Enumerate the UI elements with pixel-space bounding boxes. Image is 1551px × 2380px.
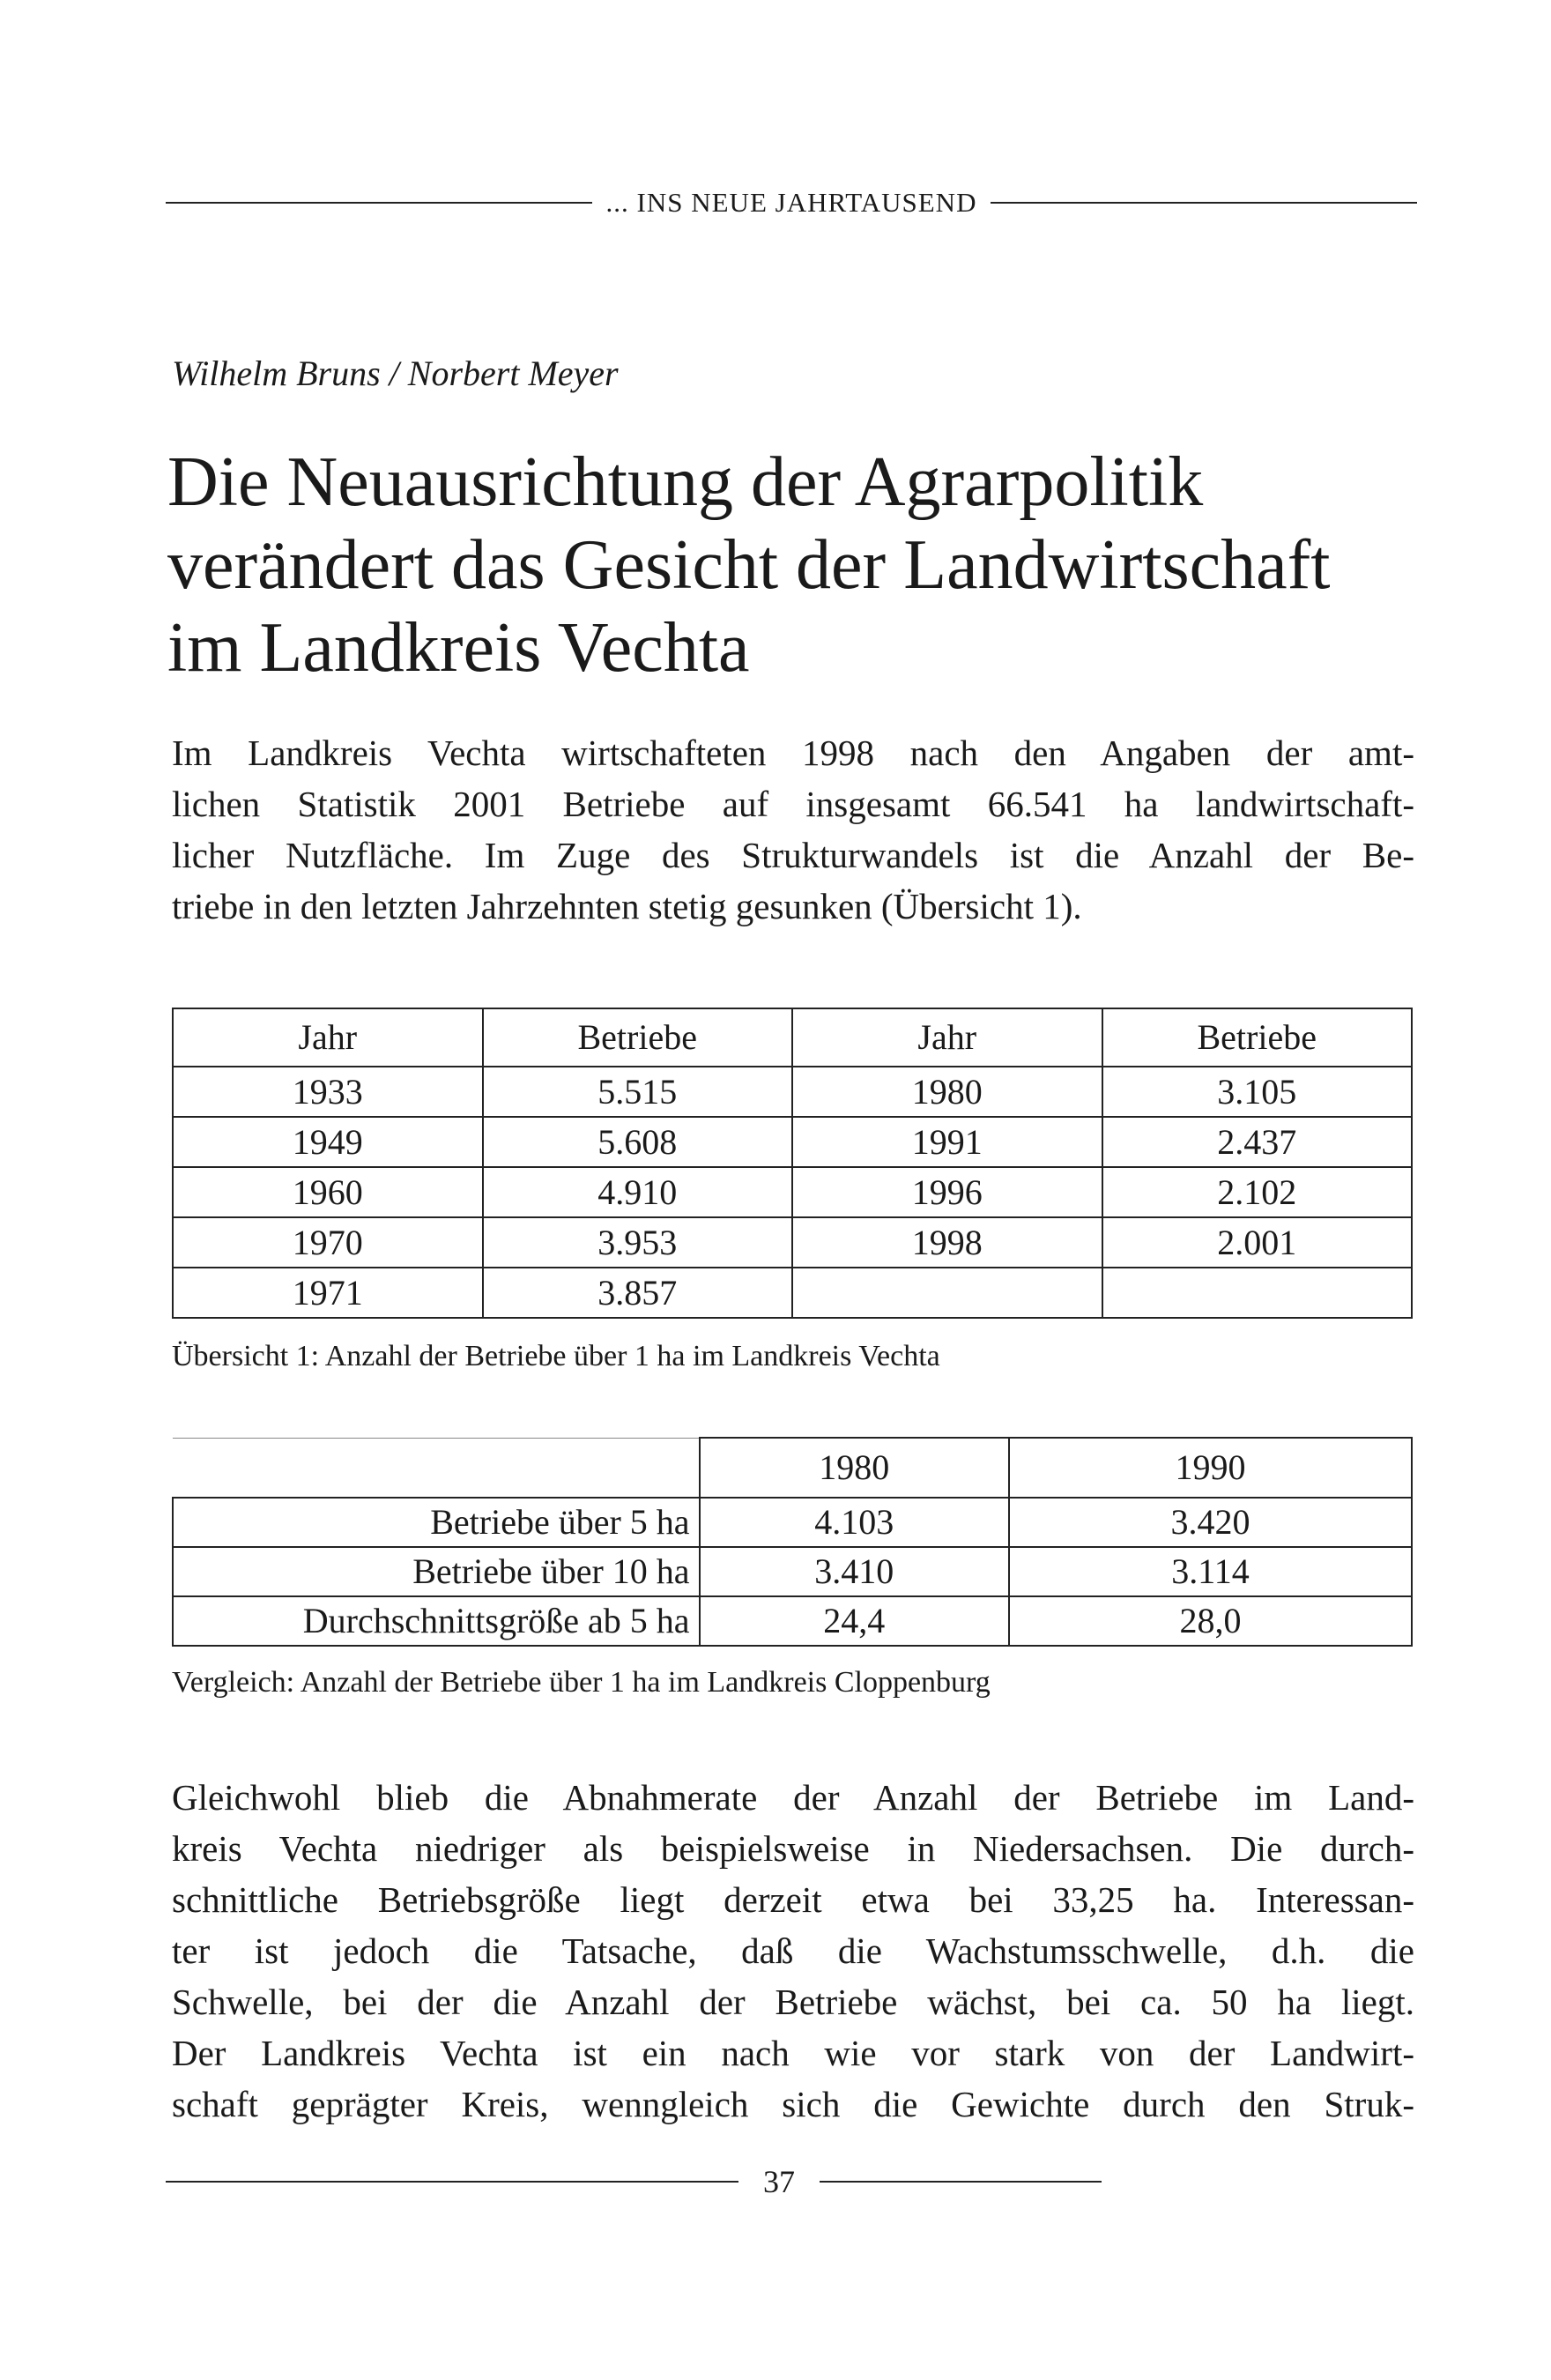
table-cell: 5.515 [483, 1067, 793, 1117]
table-row [173, 1067, 1412, 1117]
table-cell: 4.103 [700, 1498, 1010, 1547]
table-row [173, 1498, 1412, 1547]
table-cell: 1970 [173, 1217, 483, 1268]
title-line: im Landkreis Vechta [167, 609, 750, 687]
table-cell: 2.001 [1102, 1217, 1413, 1268]
footer-rule-left [166, 2181, 738, 2183]
text-line: schaft geprägter Kreis, wenngleich sich die Gewichte durch den Struk- [172, 2084, 1414, 2124]
table-row [173, 1167, 1412, 1217]
page-footer [166, 2160, 1126, 2204]
table-cell: 5.608 [483, 1117, 793, 1167]
table-cell: 1960 [173, 1167, 483, 1217]
table-cell: 3.105 [1102, 1067, 1413, 1117]
table-row [173, 1117, 1412, 1167]
text-line: Schwelle, bei der die Anzahl der Betriebe wächst, bei ca. 50 ha liegt. [172, 1982, 1414, 2022]
text-line: lichen Statistik 2001 Betriebe auf insgesamt 66.541 ha landwirtschaft- [172, 784, 1414, 824]
article-title [167, 441, 1419, 689]
table-cell: 2.437 [1102, 1117, 1413, 1167]
table-cell: 24,4 [700, 1596, 1010, 1646]
table-cell [1102, 1268, 1413, 1318]
table-cell: 1980 [792, 1067, 1102, 1117]
table-cell: 28,0 [1009, 1596, 1412, 1646]
table-row [173, 1547, 1412, 1596]
row-label: Betriebe über 5 ha [173, 1498, 700, 1547]
text-line: schnittliche Betriebsgröße liegt derzeit etwa bei 33,25 ha. Interessan- [172, 1879, 1414, 1920]
row-label: Betriebe über 10 ha [173, 1547, 700, 1596]
text-line: ter ist jedoch die Tatsache, daß die Wachstumsschwelle, d.h. die [172, 1930, 1414, 1971]
table-cell [792, 1268, 1102, 1318]
table-cell: 3.420 [1009, 1498, 1412, 1547]
table-cell: 1998 [792, 1217, 1102, 1268]
table-header-row [173, 1438, 1412, 1498]
text-line: Der Landkreis Vechta ist ein nach wie vor stark von der Landwirt- [172, 2033, 1414, 2073]
running-head-rule-right [991, 202, 1417, 204]
body-paragraph [172, 1772, 1414, 2130]
column-header: Betriebe [483, 1008, 793, 1067]
table-caption: Vergleich: Anzahl der Betriebe über 1 ha im Landkreis Cloppenburg [172, 1666, 991, 1699]
column-header: Jahr [792, 1008, 1102, 1067]
table-row [173, 1268, 1412, 1318]
column-header: Betriebe [1102, 1008, 1413, 1067]
table-vergleich-cloppenburg [172, 1437, 1413, 1647]
page-number: 37 [763, 2164, 795, 2199]
table-cell: 1971 [173, 1268, 483, 1318]
running-head [166, 185, 1417, 220]
authors: Wilhelm Bruns / Norbert Meyer [172, 353, 619, 393]
text-line: licher Nutzfläche. Im Zuge des Strukturwandels ist die Anzahl der Be- [172, 835, 1414, 875]
table-cell: 4.910 [483, 1167, 793, 1217]
table-cell: 1949 [173, 1117, 483, 1167]
table-header-row [173, 1008, 1412, 1067]
table-cell: 3.953 [483, 1217, 793, 1268]
intro-paragraph [172, 727, 1414, 932]
table-row [173, 1596, 1412, 1646]
text-line: triebe in den letzten Jahrzehnten stetig gesunken (Übersicht 1). [172, 886, 1082, 926]
table-betriebe-vechta [172, 1008, 1413, 1319]
table-cell: 3.114 [1009, 1547, 1412, 1596]
title-line: verändert das Gesicht der Landwirtschaft [167, 526, 1331, 604]
table-cell: 3.410 [700, 1547, 1010, 1596]
column-header [173, 1438, 700, 1498]
running-head-text: ... INS NEUE JAHRTAUSEND [605, 187, 977, 218]
table-cell: 1996 [792, 1167, 1102, 1217]
table-caption: Übersicht 1: Anzahl der Betriebe über 1 ha im Landkreis Vechta [172, 1340, 940, 1372]
column-header: 1990 [1009, 1438, 1412, 1498]
table-cell: 1933 [173, 1067, 483, 1117]
running-head-rule-left [166, 202, 592, 204]
table-cell: 3.857 [483, 1268, 793, 1318]
text-line: Gleichwohl blieb die Abnahmerate der Anzahl der Betriebe im Land- [172, 1777, 1414, 1818]
table-cell: 2.102 [1102, 1167, 1413, 1217]
footer-rule-right [820, 2181, 1102, 2183]
table-row [173, 1217, 1412, 1268]
table-cell: 1991 [792, 1117, 1102, 1167]
column-header: 1980 [700, 1438, 1010, 1498]
text-line: Im Landkreis Vechta wirtschafteten 1998 nach den Angaben der amt- [172, 733, 1414, 773]
column-header: Jahr [173, 1008, 483, 1067]
row-label: Durchschnittsgröße ab 5 ha [173, 1596, 700, 1646]
title-line: Die Neuausrichtung der Agrarpolitik [167, 443, 1204, 521]
text-line: kreis Vechta niedriger als beispielsweise in Niedersachsen. Die durch- [172, 1828, 1414, 1869]
